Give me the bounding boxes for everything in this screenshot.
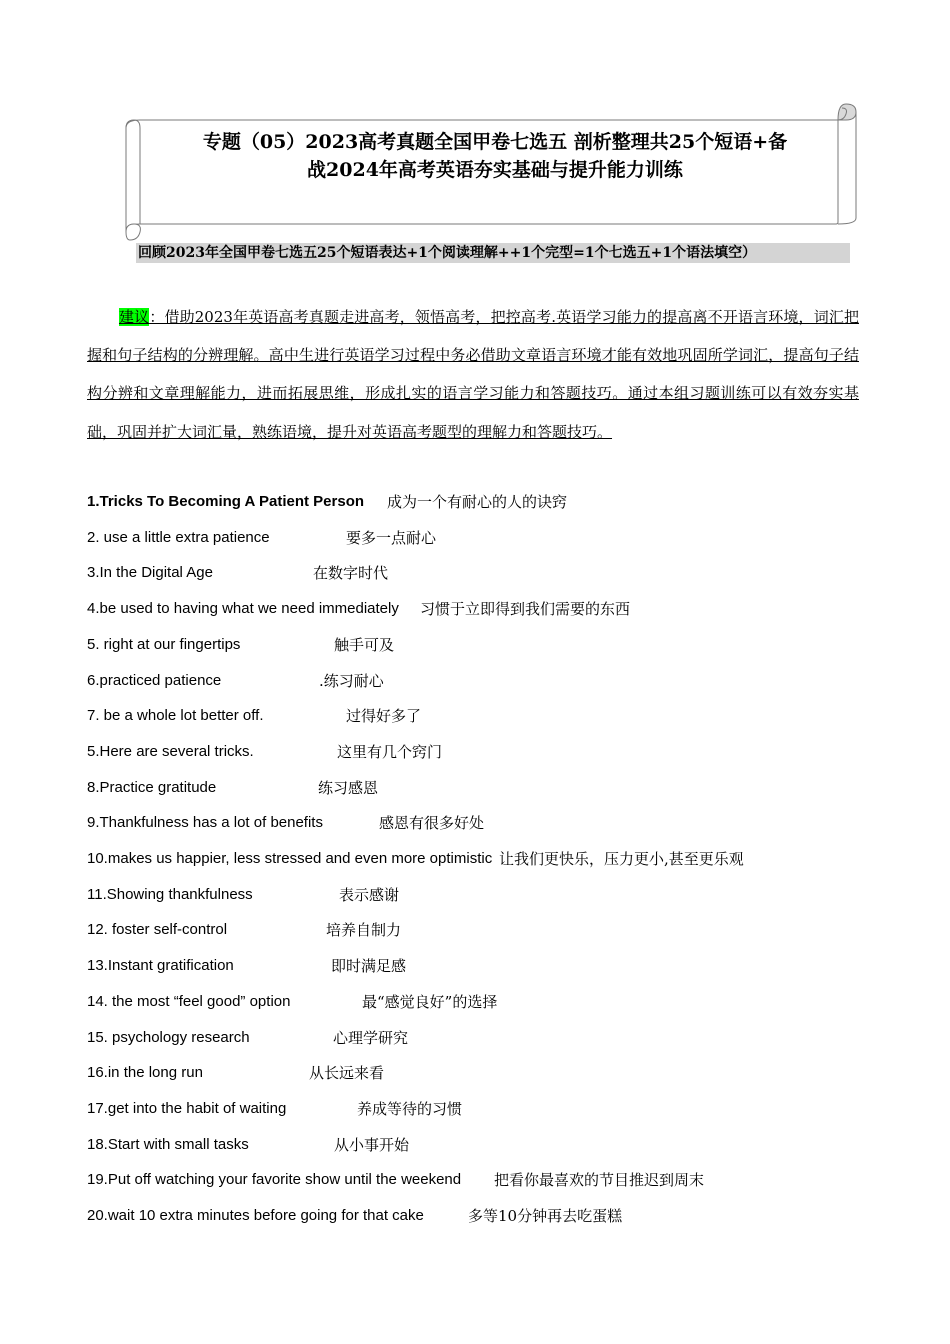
phrase-chinese: 心理学研究 [333, 1028, 409, 1047]
phrase-chinese: 从小事开始 [334, 1135, 410, 1154]
phrase-chinese: 培养自制力 [326, 921, 402, 940]
phrase-chinese: 练习感恩 [318, 778, 379, 797]
phrase-chinese: 成为一个有耐心的人的诀窍 [387, 493, 568, 511]
phrase-english: 20.wait 10 extra minutes before going for that cake [87, 1207, 424, 1224]
phrase-chinese: 表示感谢 [339, 885, 400, 904]
phrase-english: 4.be used to having what we need immediately [87, 600, 399, 618]
phrase-english: 19.Put off watching your favorite show until the weekend [87, 1171, 462, 1189]
phrase-english: 13.Instant gratification [87, 957, 234, 975]
phrase-english: 6.practiced patience [87, 671, 222, 689]
phrase-english: 8.Practice gratitude [87, 778, 217, 796]
phrase-english: 9.Thankfulness has a lot of benefits [87, 814, 323, 832]
phrase-english: 11.Showing thankfulness [87, 885, 253, 903]
phrase-english: 7. be a whole lot better off. [87, 707, 264, 725]
phrase-chinese: 从长远来看 [309, 1064, 385, 1083]
phrase-chinese: 在数字时代 [313, 564, 389, 583]
phrase-english: 12. foster self-control [87, 921, 228, 939]
phrase-chinese: 最“感觉良好”的选择 [362, 992, 498, 1011]
phrase-english: 15. psychology research [87, 1028, 250, 1046]
phrase-chinese: .练习耐心 [319, 671, 384, 690]
subtitle-bar: 回顾2023年全国甲卷七选五25个短语表达+1个阅读理解++1个完型=1个七选五+1个语法填空） [136, 243, 850, 263]
phrase-chinese: 要多一点耐心 [346, 528, 437, 547]
advice-label: 建议 [119, 308, 150, 326]
title-line-1: 专题（05）2023高考真题全国甲卷七选五 剖析整理共25个短语+备 [202, 131, 788, 153]
advice-paragraph [87, 298, 859, 451]
page-title [150, 128, 840, 184]
title-line-2: 战2024年高考英语夯实基础与提升能力训练 [307, 159, 683, 181]
phrase-english: 10.makes us happier, less stressed and even more optimistic [87, 850, 493, 867]
phrase-chinese: 养成等待的习惯 [357, 1099, 463, 1118]
advice-text: ：借助2023年英语高考真题走进高考，领悟高考，把控高考.英语学习能力的提高离不开语言环境，词汇把握和句子结构的分辨理解。高中生进行英语学习过程中务必借助文章语言环境才能有效地巩固所学词汇，提高句子结构分辨和文章理解能力，进而拓展思维，形成扎实的语言学习能力和答题技巧。通过本组习题训练可以有效夯实基础，巩固并扩大词汇量，熟练语境，提升对英语高考题型的理解力和答题技巧。 [87, 308, 859, 441]
phrase-chinese: 感恩有很多好处 [379, 814, 485, 833]
phrase-english: 1.Tricks To Becoming A Patient Person [87, 493, 365, 510]
phrase-english: 18.Start with small tasks [87, 1135, 249, 1153]
phrase-chinese: 过得好多了 [346, 707, 422, 726]
phrase-english: 16.in the long run [87, 1064, 203, 1082]
phrase-chinese: 触手可及 [334, 635, 395, 654]
phrase-chinese: 这里有几个窍门 [337, 742, 443, 761]
phrase-chinese: 习惯于立即得到我们需要的东西 [420, 600, 631, 619]
phrase-english: 5.Here are several tricks. [87, 742, 254, 760]
phrase-chinese: 把看你最喜欢的节目推迟到周末 [494, 1171, 705, 1190]
phrase-english: 14. the most “feel good” option [87, 992, 291, 1010]
phrase-english: 17.get into the habit of waiting [87, 1099, 287, 1117]
phrase-english: 5. right at our fingertips [87, 635, 241, 653]
phrase-chinese: 多等10分钟再去吃蛋糕 [468, 1207, 623, 1225]
phrase-chinese: 让我们更快乐，压力更小,甚至更乐观 [499, 850, 744, 868]
phrase-chinese: 即时满足感 [331, 957, 407, 976]
phrase-english: 2. use a little extra patience [87, 528, 270, 546]
phrase-english: 3.In the Digital Age [87, 564, 213, 582]
